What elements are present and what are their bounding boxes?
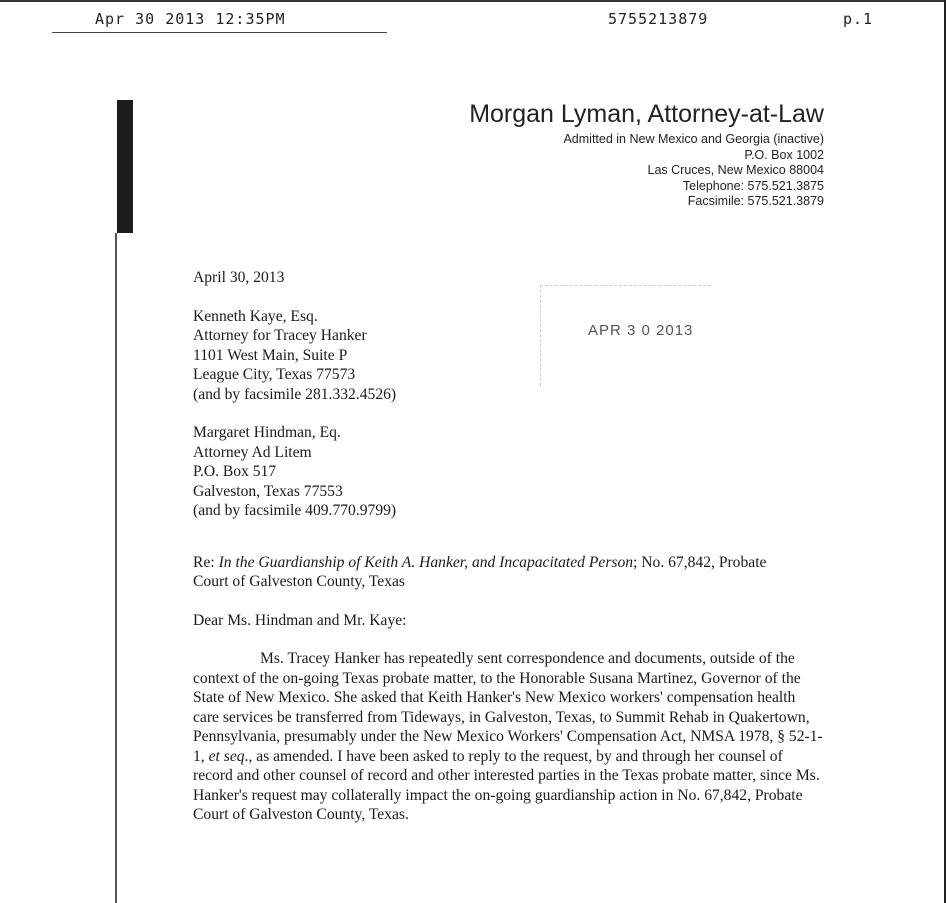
scan-margin-line <box>115 233 117 903</box>
recipient-2-title: Attorney Ad Litem <box>193 443 312 461</box>
body-italic: et seq <box>208 747 245 765</box>
re-suffix: ; No. 67,842, Probate Court of Galveston County, Texas <box>193 553 767 590</box>
recipient-2-name: Margaret Hindman, Eq. <box>193 424 341 441</box>
body-part-2: ., as amended. I have been asked to reply to the request, by and through her counsel of record and other counsel of record and other interested parties in the Texas probate matter, since Ms. Hanker's request may collaterally impact the on-going guardianship action in No. 67,842, Probate Court of Galveston County, Texas. <box>193 747 820 823</box>
recipient-2-fax: (and by facsimile 409.770.9799) <box>193 502 397 519</box>
letterhead-city: Las Cruces, New Mexico 88004 <box>647 163 824 177</box>
salutation: Dear Ms. Hindman and Mr. Kaye: <box>193 611 407 629</box>
body-paragraph <box>193 649 823 825</box>
recipient-1-city: League City, Texas 77573 <box>193 366 356 383</box>
received-stamp-date: APR 3 0 2013 <box>588 322 694 339</box>
fax-header-number: 5755213879 <box>608 10 709 28</box>
recipient-1-street: 1101 West Main, Suite P <box>193 346 348 364</box>
recipient-1-title: Attorney for Tracey Hanker <box>193 327 367 344</box>
letter-body <box>193 268 823 825</box>
letterhead-po-box: P.O. Box 1002 <box>744 147 824 162</box>
letter-date: April 30, 2013 <box>193 269 285 286</box>
recipient-2-street: P.O. Box 517 <box>193 463 277 480</box>
letterhead <box>469 100 824 210</box>
recipient-2-city: Galveston, Texas 77553 <box>193 482 343 500</box>
body-part-1: Ms. Tracey Hanker has repeatedly sent correspondence and documents, outside of the context of the on-going Texas probate matter, to the Honorable Susana Martinez, Governor of the State of New Mexico. She asked that Keith Hanker's New Mexico workers' compensation health care services be transferred from Tideways, in Galveston, Texas, to Summit Rehab in Quakertown, Pennsylvania, presumably under the New Mexico Workers' Compensation Act, NMSA 1978, § 52-1-1, <box>193 650 823 765</box>
re-prefix: Re: <box>193 553 219 571</box>
letterhead-name: Morgan Lyman, Attorney-at-Law <box>469 100 824 128</box>
letterhead-admitted: Admitted in New Mexico and Georgia (inactive) <box>563 132 824 146</box>
fax-header-page: p.1 <box>843 10 874 28</box>
re-case-title: In the Guardianship of Keith A. Hanker, and Incapacitated Person <box>218 553 634 571</box>
recipient-1-fax: (and by facsimile 281.332.4526) <box>193 385 397 403</box>
re-line <box>193 553 783 592</box>
page-top-edge <box>0 0 946 2</box>
fax-header-date: Apr 30 2013 12:35PM <box>95 10 286 28</box>
letterhead-facsimile: Facsimile: 575.521.3879 <box>687 194 824 208</box>
scan-margin-bar <box>117 100 133 233</box>
recipient-block-1 <box>193 307 823 405</box>
recipient-block-2 <box>193 423 823 521</box>
fax-header-rule <box>52 32 387 33</box>
letterhead-telephone: Telephone: 575.521.3875 <box>682 178 824 193</box>
recipient-1-name: Kenneth Kaye, Esq. <box>193 307 318 325</box>
